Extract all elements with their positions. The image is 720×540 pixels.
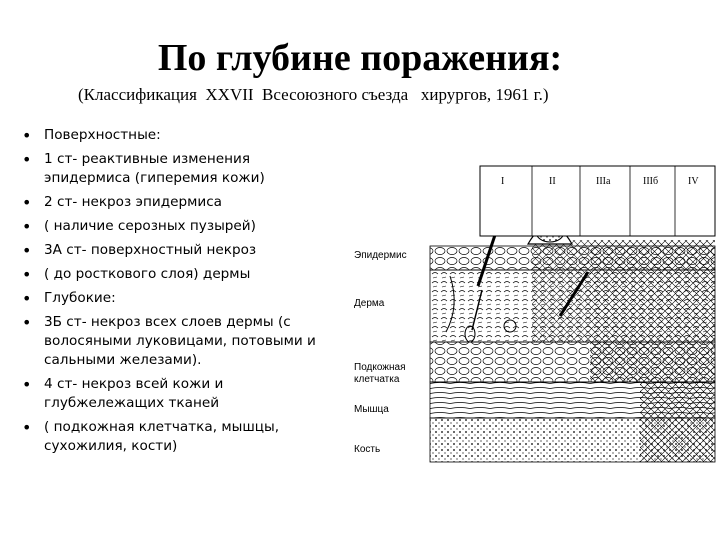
degree-columns bbox=[480, 166, 715, 236]
column-label: II bbox=[549, 176, 556, 187]
layer-label: Дерма bbox=[354, 298, 385, 309]
slide-subtitle: (Классификация XXVII Всесоюзного съезда хирургов, 1961 г.) bbox=[78, 85, 549, 104]
bullet-item: • ( наличие серозных пузырей) bbox=[22, 217, 340, 236]
bullet-item: • ( до росткового слоя) дермы bbox=[22, 265, 340, 284]
layer-label: Мышца bbox=[354, 404, 389, 415]
bullet-item: • 2 ст- некроз эпидермиса bbox=[22, 193, 340, 212]
layer-label: Кость bbox=[354, 444, 381, 455]
column-label: IV bbox=[688, 176, 699, 187]
bullet-item: • Глубокие: bbox=[22, 289, 340, 308]
layer-label: клетчатка bbox=[354, 374, 400, 385]
bullet-list bbox=[22, 126, 340, 461]
column-label: I bbox=[501, 176, 505, 187]
column-label: IIIб bbox=[643, 176, 659, 187]
tissue-block bbox=[430, 214, 715, 462]
bullet-item: • Поверхностные: bbox=[22, 126, 340, 145]
layer-label: Подкожная bbox=[354, 362, 406, 373]
bullet-item: • ( подкожная клетчатка, мышцы, сухожилия, кости) bbox=[22, 418, 340, 456]
layer-label: Эпидермис bbox=[354, 250, 407, 261]
column-label: IIIa bbox=[596, 176, 611, 187]
bullet-item: • 3Б ст- некроз всех слоев дермы (с волосяными луковицами, потовыми и сальными железами). bbox=[22, 313, 340, 370]
bullet-item: • 1 ст- реактивные изменения эпидермиса (гиперемия кожи) bbox=[22, 150, 340, 188]
skin-layers-figure bbox=[350, 136, 720, 466]
layer-labels bbox=[354, 250, 407, 455]
slide-title: По глубине поражения: bbox=[157, 37, 563, 79]
bullet-item: • 4 ст- некроз всей кожи и глубжележащих тканей bbox=[22, 375, 340, 413]
bullet-item: • 3А ст- поверхностный некроз bbox=[22, 241, 340, 260]
